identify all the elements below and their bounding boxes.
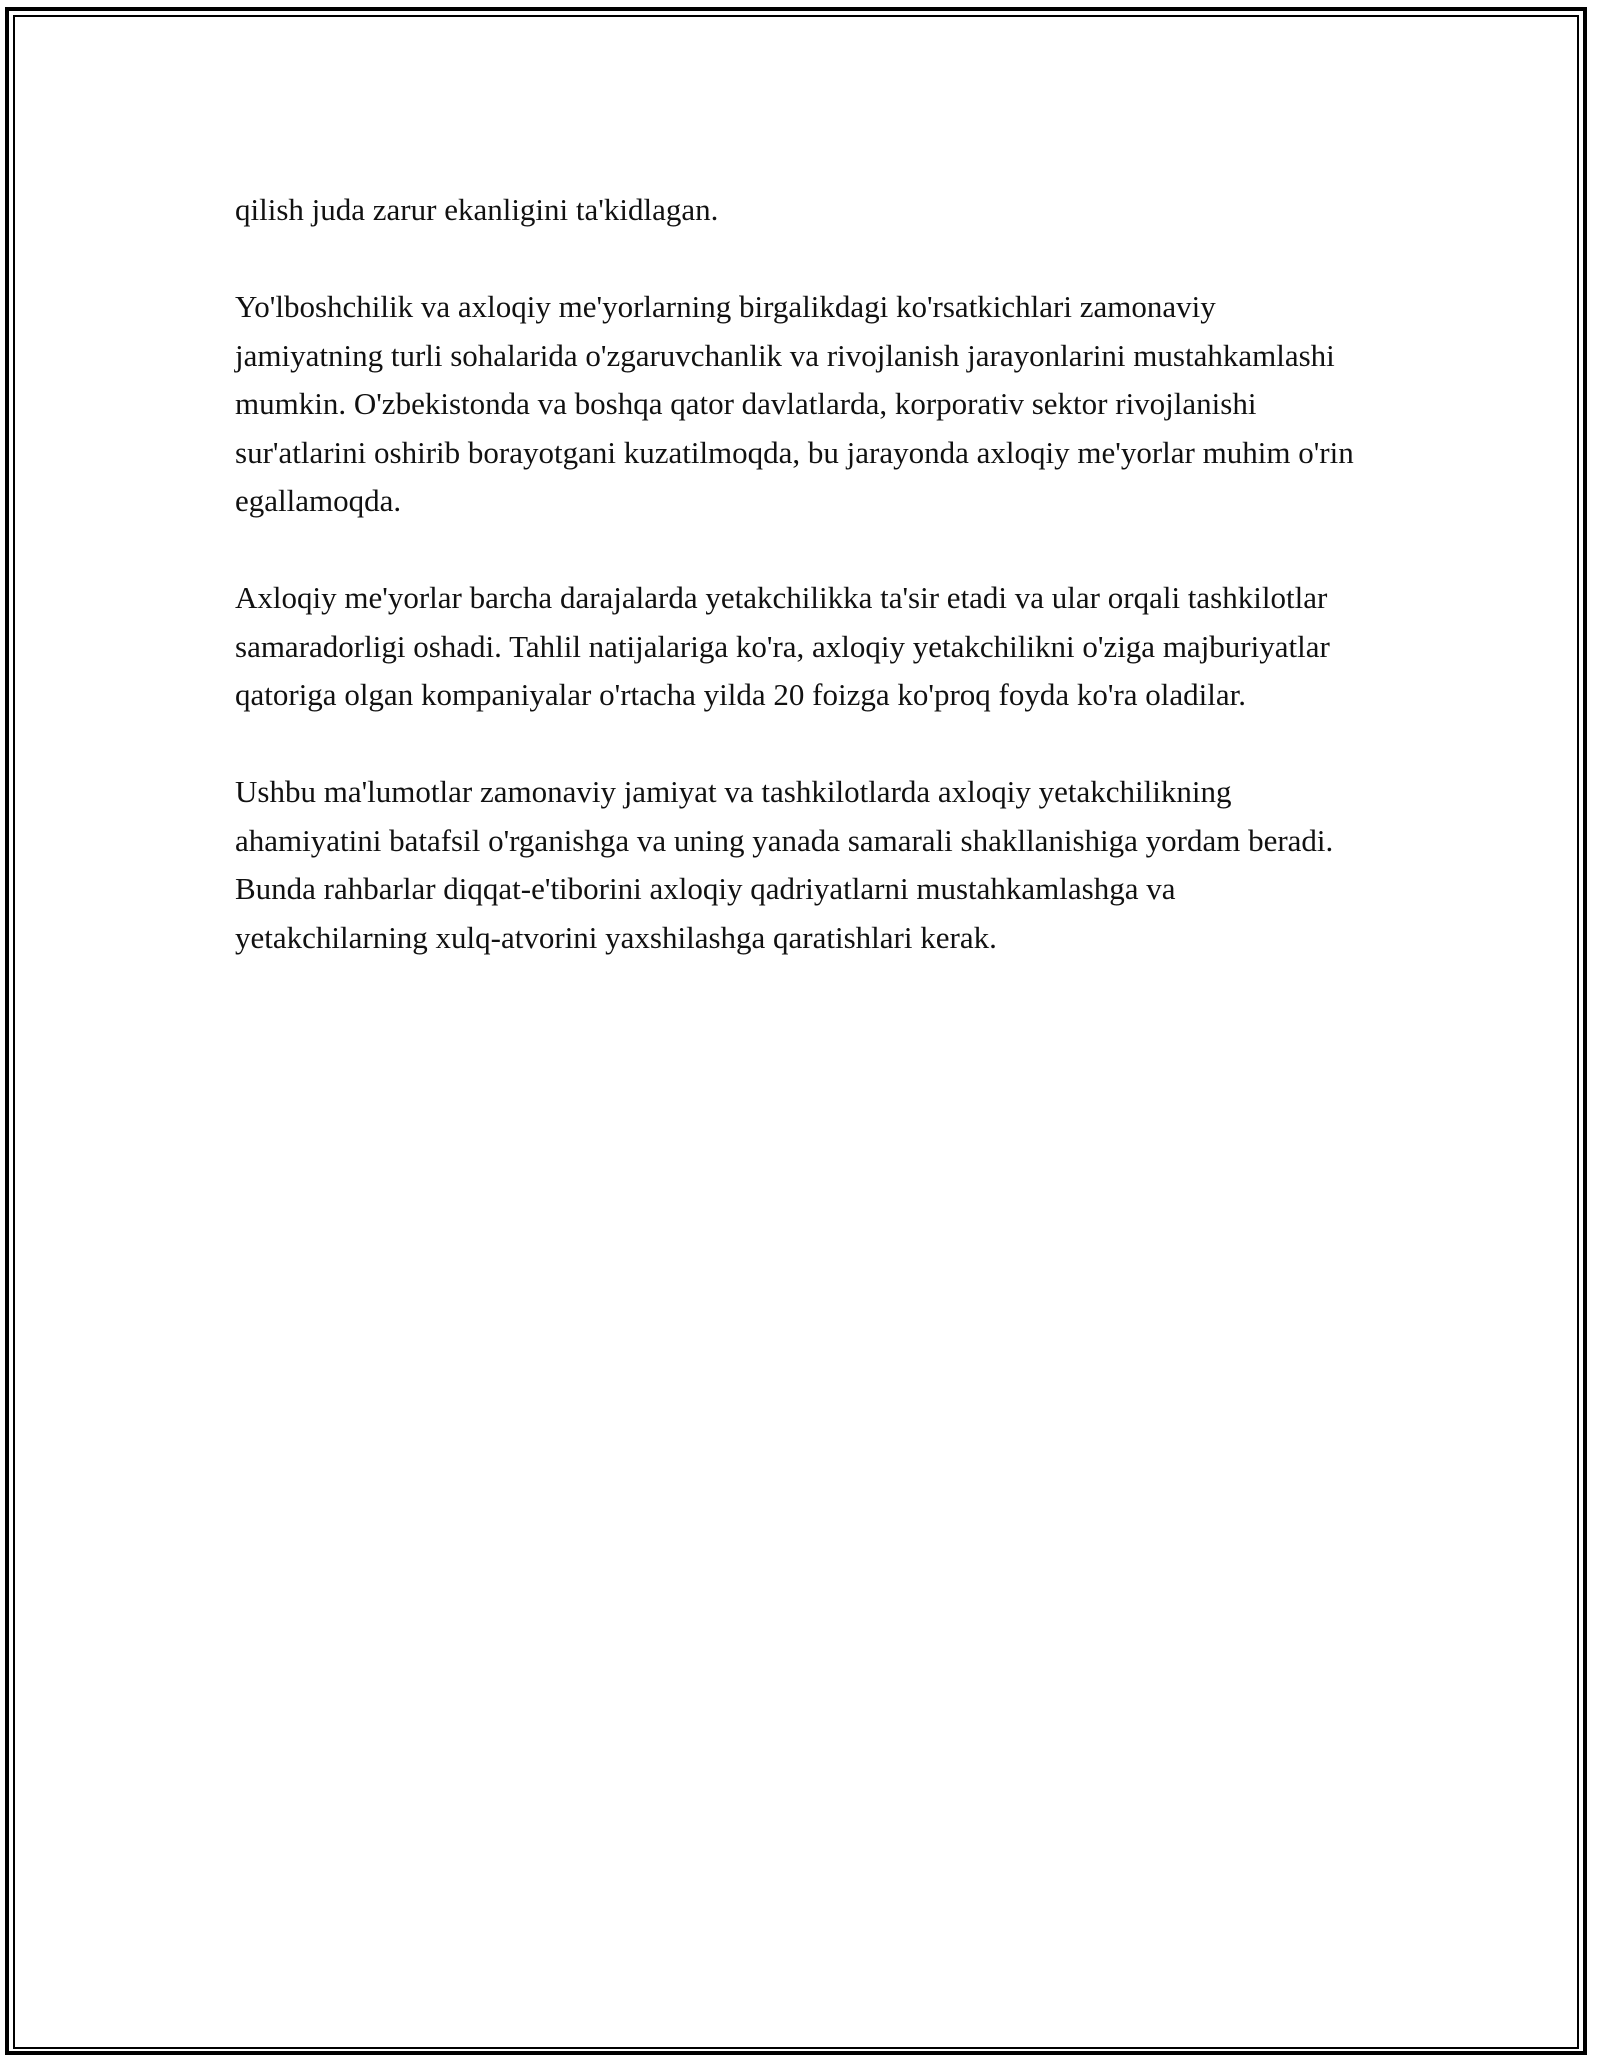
paragraph-2: Yo'lboshchilik va axloqiy me'yorlarning birgalikdagi ko'rsatkichlari zamonaviy jamiyatning turli sohalarida o'zgaruvchanlik va rivojlanish jarayonlarini mustahkamlashi mumkin. O'zbekistonda va boshqa qator davlatlarda, korporativ sektor rivojlanishi sur'atlarini oshirib borayotgani kuzatilmoqda, bu jarayonda axloqiy me'yorlar muhim o'rin egallamoqda. xyxy=(235,289,1354,518)
paragraph-4: Ushbu ma'lumotlar zamonaviy jamiyat va tashkilotlarda axloqiy yetakchilikning ahamiyatini batafsil o'rganishga va uning yanada samarali shakllanishiga yordam beradi. Bunda rahbarlar diqqat-e'tiborini axloqiy qadriyatlarni mustahkamlashga va yetakchilarning xulq-atvorini yaxshilashga qaratishlari kerak. xyxy=(235,774,1334,955)
paragraph-1: qilish juda zarur ekanligini ta'kidlagan. xyxy=(235,192,719,227)
document-body xyxy=(235,186,1370,1011)
paragraph-3: Axloqiy me'yorlar barcha darajalarda yetakchilikka ta'sir etadi va ular orqali tashkilotlar samaradorligi oshadi. Tahlil natijalariga ko'ra, axloqiy yetakchilikni o'ziga majburiyatlar qatoriga olgan kompaniyalar o'rtacha yilda 20 foizga ko'proq foyda ko'ra oladilar. xyxy=(235,580,1330,712)
